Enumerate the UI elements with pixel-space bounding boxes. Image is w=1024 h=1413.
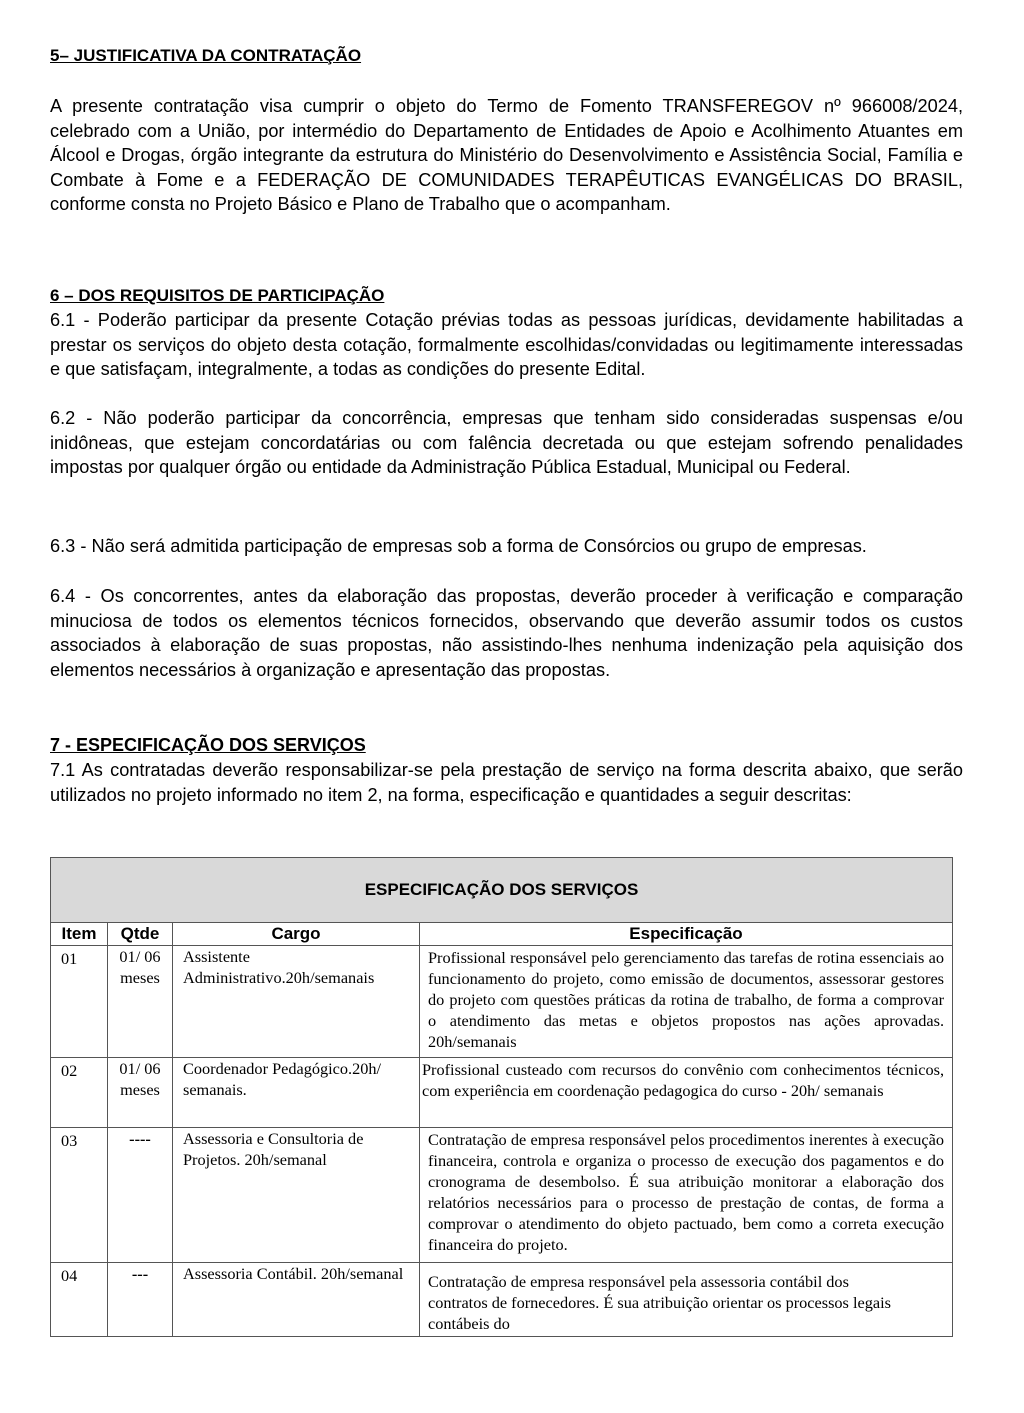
- cell-qtde: 01/ 06 meses: [108, 1058, 173, 1128]
- paragraph-6-2: 6.2 - Não poderão participar da concorrência, empresas que tenham sido consideradas suspensas e/ou inidôneas, que estejam concordatárias ou com falência decretada ou que estejam sofrendo penalidades impostas por qualquer órgão ou entidade da Administração Pública Estadual, Municipal ou Federal.: [50, 408, 963, 477]
- paragraph-6-1: 6.1 - Poderão participar da presente Cotação prévias todas as pessoas jurídicas, devidamente habilitadas a prestar os serviços do objeto desta cotação, formalmente escolhidas/convidadas ou legitimamente interessadas e que satisfaçam, integralmente, a todas as condições do presente Edital.: [50, 310, 963, 379]
- section-6-heading: 6 – DOS REQUISITOS DE PARTICIPAÇÃO: [50, 286, 385, 305]
- header-item: Item: [51, 923, 108, 946]
- cell-cargo: Assistente Administrativo.20h/semanais: [173, 946, 420, 1058]
- cell-qtde: ---: [108, 1263, 173, 1337]
- cell-spec: Contratação de empresa responsável pelos procedimentos inerentes à execução financeira, controla e organiza o processo de execução dos pagamentos e do cronograma de desembolso. É sua atribuição monitorar a elaboração dos relatórios necessários para o processo de prestação de contas, de forma a comprovar o atendimento do objeto pactuado, bem como a correta execução financeira do projeto.: [420, 1128, 953, 1263]
- paragraph-7-1: 7.1 As contratadas deverão responsabilizar-se pela prestação de serviço na forma descrita abaixo, que serão utilizados no projeto informado no item 2, na forma, especificação e quantidades a seguir descritas:: [50, 760, 963, 805]
- cell-qtde: ----: [108, 1128, 173, 1263]
- table-row: [51, 1128, 953, 1263]
- header-especificacao: Especificação: [420, 923, 953, 946]
- table-row: [51, 946, 953, 1058]
- paragraph-6-4: 6.4 - Os concorrentes, antes da elaboração das propostas, deverão proceder à verificação e comparação minuciosa de todos os elementos técnicos fornecidos, observando que deverão assumir todos os custos associados à elaboração de suas propostas, não assistindo-lhes nenhuma indenização pela aquisição dos elementos necessários à organização e apresentação das propostas.: [50, 586, 963, 680]
- section-5-text: A presente contratação visa cumprir o objeto do Termo de Fomento TRANSFEREGOV nº 966008/2024, celebrado com a União, por intermédio do Departamento de Entidades de Apoio e Acolhimento Atuantes em Álcool e Drogas, órgão integrante da estrutura do Ministério do Desenvolvimento e Assistência Social, Família e Combate à Fome e a FEDERAÇÃO DE COMUNIDADES TERAPÊUTICAS EVANGÉLICAS DO BRASIL, conforme consta no Projeto Básico e Plano de Trabalho que o acompanham.: [50, 96, 963, 214]
- cell-cargo: Assessoria e Consultoria de Projetos. 20h/semanal: [173, 1128, 420, 1263]
- services-table: [50, 857, 953, 1337]
- cell-qtde: 01/ 06 meses: [108, 946, 173, 1058]
- cell-item: 02: [51, 1058, 108, 1128]
- table-title: ESPECIFICAÇÃO DOS SERVIÇOS: [51, 858, 953, 923]
- cell-spec: Profissional custeado com recursos do convênio com conhecimentos técnicos, com experiência em coordenação pedagogica do curso - 20h/ semanais: [420, 1058, 953, 1128]
- cell-item: 03: [51, 1128, 108, 1263]
- section-7-heading: 7 - ESPECIFICAÇÃO DOS SERVIÇOS: [50, 735, 366, 755]
- header-cargo: Cargo: [173, 923, 420, 946]
- table-row: [51, 1263, 953, 1337]
- cell-item: 01: [51, 946, 108, 1058]
- header-qtde: Qtde: [108, 923, 173, 946]
- section-5-heading: 5– JUSTIFICATIVA DA CONTRATAÇÃO: [50, 46, 362, 65]
- cell-cargo: Assessoria Contábil. 20h/semanal: [173, 1263, 420, 1337]
- table-row: [51, 1058, 953, 1128]
- cell-spec: Profissional responsável pelo gerenciamento das tarefas de rotina essenciais ao funcionamento do projeto, como emissão de documentos, assessorar gestores do projeto com questões práticas da rotina de trabalho, de forma a comprovar o atendimento das metas e objetos propostos nas ações aprovadas. 20h/semanais: [420, 946, 953, 1058]
- cell-cargo: Coordenador Pedagógico.20h/ semanais.: [173, 1058, 420, 1128]
- paragraph-6-3: 6.3 - Não será admitida participação de empresas sob a forma de Consórcios ou grupo de empresas.: [50, 536, 867, 556]
- cell-item: 04: [51, 1263, 108, 1337]
- cell-spec: Contratação de empresa responsável pela assessoria contábil dos contratos de fornecedores. É sua atribuição orientar os processos legais contábeis do: [420, 1263, 953, 1337]
